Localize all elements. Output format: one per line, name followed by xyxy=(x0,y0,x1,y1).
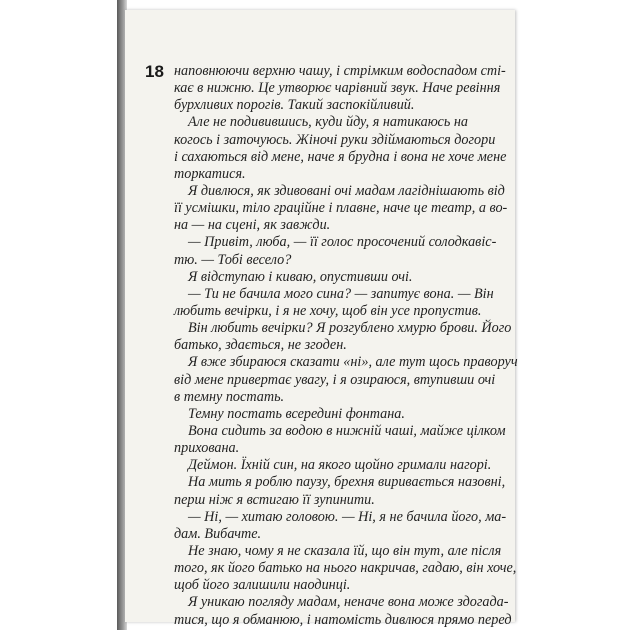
text-line: любить вечірки, і я не хочу, щоб він усе пропустив. xyxy=(174,302,482,319)
text-line: Він любить вечірки? Я розгублено хмурю брови. Його xyxy=(188,320,512,337)
text-line: Не знаю, чому я не сказала їй, що він тут, але після xyxy=(188,542,502,559)
text-line: дам. Вибачте. xyxy=(174,525,262,542)
text-line: тю. — Тобі весело? xyxy=(174,251,292,268)
text-line: Я дивлюся, як здивовані очі мадам лагіднішають від xyxy=(188,182,505,199)
text-line: тися, що я обманюю, і натомість дивлюся прямо перед xyxy=(174,611,512,628)
text-line: щоб його залишили наодинці. xyxy=(174,577,351,594)
text-line: На мить я роблю паузу, брехня виривається назовні, xyxy=(188,474,506,491)
text-line: торкатися. xyxy=(174,165,246,182)
text-line: — Ти не бачила мого сина? — запитує вона. — Він xyxy=(188,285,494,302)
text-line: в темну постать. xyxy=(174,388,285,405)
text-line: Я відступаю і киваю, опустивши очі. xyxy=(188,268,413,285)
text-line: когось і заточуюсь. Жіночі руки здіймаються догори xyxy=(174,131,496,148)
text-line: Я уникаю погляду мадам, неначе вона може здогада- xyxy=(188,594,509,611)
text-line: бурхливих порогів. Такий заспокійливий. xyxy=(174,97,415,114)
text-line: від мене привертає увагу, і я озираюся, втупивши очі xyxy=(174,371,496,388)
text-line: — Ні, — хитаю головою. — Ні, я не бачила його, ма- xyxy=(188,508,507,525)
text-line: кає в нижню. Це утворює чарівний звук. Наче ревіння xyxy=(174,80,501,97)
text-line: на — на сцені, як завжди. xyxy=(174,217,331,234)
text-line: її усмішки, тіло граційне і плавне, наче це театр, а во- xyxy=(174,200,508,217)
page-number: 18 xyxy=(145,62,164,81)
text-line: Але не подивившись, куди йду, я натикаюсь на xyxy=(188,114,468,131)
text-line: наповнюючи верхню чашу, і стрімким водоспадом сті- xyxy=(174,63,506,79)
body-text xyxy=(174,63,518,629)
text-line: і сахаються від мене, наче я брудна і вона не хоче мене xyxy=(174,148,507,165)
text-line: Темну постать всередині фонтана. xyxy=(188,405,405,422)
text-line: — Привіт, люба, — її голос просочений солодкавіс- xyxy=(188,234,497,251)
text-line: Вона сидить за водою в нижній чаші, майже цілком xyxy=(188,422,506,439)
text-line: батько, здається, не згоден. xyxy=(174,337,347,354)
text-line: Я вже збираюся сказати «ні», але тут щось праворуч xyxy=(188,354,518,371)
text-line: того, як його батько на нього накричав, гадаю, він хоче, xyxy=(174,560,517,577)
text-line: перш ніж я встигаю її зупинити. xyxy=(174,491,375,508)
text-line: Деймон. Їхній син, на якого щойно гримали нагорі. xyxy=(188,457,492,474)
text-line: прихована. xyxy=(174,440,240,457)
